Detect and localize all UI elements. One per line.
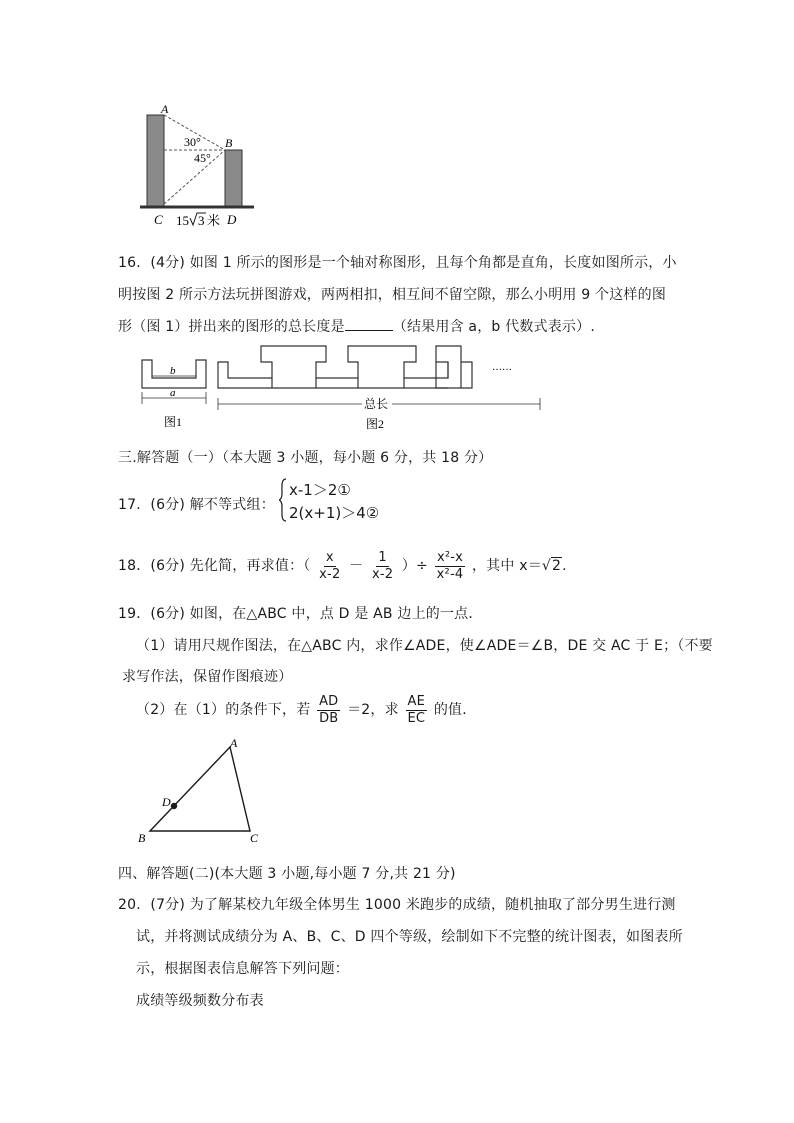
inequality-2: 2(x+1)＞4② — [289, 504, 380, 522]
label-c: C — [154, 212, 163, 227]
fraction-ad-db — [317, 694, 340, 727]
q16-line3-pre: 形（图 1）拼出来的图形的总长度是 — [118, 319, 345, 335]
q19-line4 — [136, 692, 476, 728]
minus-sign: － — [349, 558, 364, 574]
fraction-1-den: x-2 — [319, 566, 341, 582]
sqrt-radicand: 2 — [552, 558, 562, 574]
fig2-caption: 图2 — [366, 417, 385, 431]
fraction-ad: AD — [319, 693, 339, 709]
sqrt-expression: √2 — [541, 558, 562, 574]
fraction-2-den: x-2 — [371, 566, 394, 582]
section4-title: 四、解答题(二)(本大题 3 小题,每小题 7 分,共 21 分) — [118, 866, 456, 882]
point-d — [171, 803, 177, 809]
q16-line1: 16．(4分) 如图 1 所示的图形是一个轴对称图形，且每个角都是直角，长度如图所示，小 — [118, 255, 677, 271]
q19-line2: （1）请用尺规作图法，在△ABC 内，求作∠ADE，使∠ADE＝∠B，DE 交 AC 于 E；（不要 — [136, 638, 713, 654]
q19-line3: 求写作法，保留作图痕迹） — [122, 669, 293, 685]
building-bd — [225, 150, 242, 207]
figure-q15 — [130, 100, 270, 235]
q19-line1: 19．(6分) 如图，在△ABC 中，点 D 是 AB 边上的一点． — [118, 606, 483, 622]
brace-icon — [278, 478, 288, 522]
fraction-db: DB — [319, 710, 339, 726]
dimension-coef: 15 — [176, 213, 189, 228]
q19-eq2: ＝2，求 — [347, 702, 399, 718]
section3-title: 三.解答题（一）（本大题 3 小题，每小题 6 分，共 18 分） — [118, 450, 493, 466]
angle-45-label: 45° — [194, 151, 211, 165]
dimension-rad: 3 — [198, 213, 205, 228]
q20-line2: 试，并将测试成绩分为 A、B、C、D 四个等级，绘制如下不完整的统计图表，如图表所 — [136, 929, 683, 945]
fraction-ae-ec — [405, 694, 427, 727]
fig2-dots: …… — [492, 362, 512, 373]
figure-q16 — [136, 340, 556, 435]
q16-line3 — [118, 316, 595, 336]
fig2-total-label: 总长 — [364, 397, 389, 411]
fig2-inner — [272, 362, 448, 388]
fraction-2-num: 1 — [378, 549, 387, 565]
fig2-shape — [218, 346, 461, 388]
label-a: A — [230, 736, 238, 750]
q20-table-title: 成绩等级频数分布表 — [136, 993, 264, 1009]
label-b: B — [138, 831, 146, 845]
dimension-unit: 米 — [207, 213, 221, 228]
building-ac — [147, 115, 164, 207]
label-a: A — [161, 102, 169, 116]
q16-line3-post: （结果用含 a，b 代数式表示）. — [392, 319, 595, 335]
label-c: C — [250, 831, 259, 845]
fraction-2 — [370, 550, 395, 583]
label-d: D — [162, 795, 171, 809]
label-b: B — [225, 136, 233, 150]
triangle-abc — [150, 747, 250, 831]
q18-prefix: 18．(6分) 先化简，再求值：（ — [118, 558, 311, 574]
fraction-ae: AE — [407, 693, 426, 709]
q20-line3: 示，根据图表信息解答下列问题： — [136, 961, 349, 977]
inequality-1: x-1＞2① — [289, 481, 351, 499]
fraction-ec: EC — [407, 710, 426, 726]
q17-prefix: 17．(6分) 解不等式组： — [118, 497, 275, 513]
angle-30-label: 30° — [184, 135, 201, 149]
fig1-caption: 图1 — [164, 415, 183, 429]
q20-line1: 20．(7分) 为了解某校九年级全体男生 1000 米跑步的成绩，随机抽取了部分男生进行测 — [118, 897, 676, 913]
q19-line4-pre: （2）在（1）的条件下，若 — [136, 702, 311, 718]
fraction-1 — [317, 550, 342, 583]
q18-suffix-pre: ，其中 x＝ — [471, 558, 542, 574]
q18-suffix-post: . — [562, 558, 567, 574]
answer-blank[interactable] — [345, 318, 393, 331]
label-d: D — [227, 212, 237, 227]
fraction-3-num: x²-x — [436, 549, 464, 565]
fraction-3-den: x²-4 — [436, 566, 464, 582]
q18-line — [118, 546, 567, 586]
figure-q19-triangle — [134, 735, 274, 850]
fig1-a-label: a — [170, 387, 176, 399]
divide-sign: ）÷ — [401, 558, 428, 574]
fig2-last — [448, 362, 472, 388]
fraction-3 — [435, 550, 466, 583]
fig1-b-label: b — [170, 365, 176, 377]
q19-line4-post: 的值． — [433, 702, 477, 718]
q16-line2: 明按图 2 所示方法玩拼图游戏，两两相扣，相互间不留空隙，那么小明用 9 个这样的图 — [118, 287, 667, 303]
fraction-1-num: x — [325, 549, 334, 565]
